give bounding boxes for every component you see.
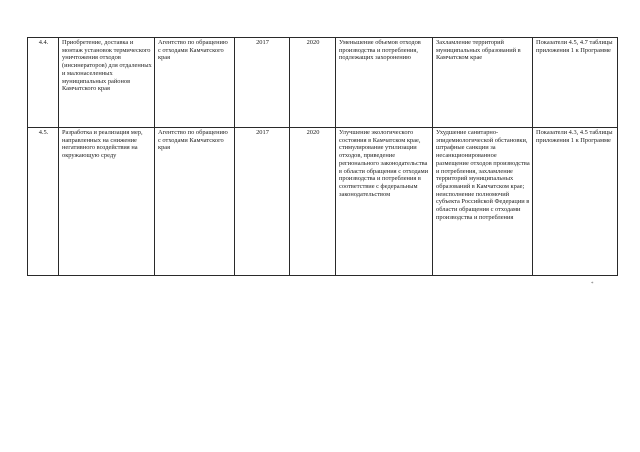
responsible-executor: Агентство по обращению с отходами Камчатского края [155, 128, 235, 276]
end-year: 2020 [290, 38, 336, 128]
non-implementation-consequences: Ухудшение санитарно-эпидемиологической обстановки, штрафные санкции за несанкционированное размещение отходов производства и потребления, захламление территорий муниципальных образований в Камчатском крае; неисполнение полномочий субъекта Российской Федерации в области обращения с отходами производства и потребления [433, 128, 533, 276]
table-row [28, 38, 618, 128]
row-number: 4.5. [28, 128, 59, 276]
start-year: 2017 [235, 38, 290, 128]
start-year: 2017 [235, 128, 290, 276]
table-row [28, 128, 618, 276]
program-measures-table [27, 37, 618, 276]
expected-result: Уменьшение объемов отходов производства и потребления, подлежащих захоронению [336, 38, 433, 128]
end-year: 2020 [290, 128, 336, 276]
responsible-executor: Агентство по обращению с отходами Камчатского края [155, 38, 235, 128]
non-implementation-consequences: Захламление территорий муниципальных образований в Камчатском крае [433, 38, 533, 128]
measure-name: Приобретение, доставка и монтаж установок термического уничтожения отходов (инсинераторов) для отдаленных и малонаселенных муниципальных районов Камчатского края [59, 38, 155, 128]
expected-result: Улучшение экологического состояния в Камчатском крае, стимулирование утилизации отходов, приведение регионального законодательства в области обращения с отходами производства и потребления в соответствие с федеральным законодательством [336, 128, 433, 276]
page-mark: * [591, 282, 594, 287]
related-indicators: Показатели 4.5, 4.7 таблицы приложения 1 к Программе [533, 38, 618, 128]
related-indicators: Показатели 4.3, 4.5 таблицы приложения 1 к Программе [533, 128, 618, 276]
measure-name: Разработка и реализация мер, направленных на снижение негативного воздействия на окружающую среду [59, 128, 155, 276]
row-number: 4.4. [28, 38, 59, 128]
